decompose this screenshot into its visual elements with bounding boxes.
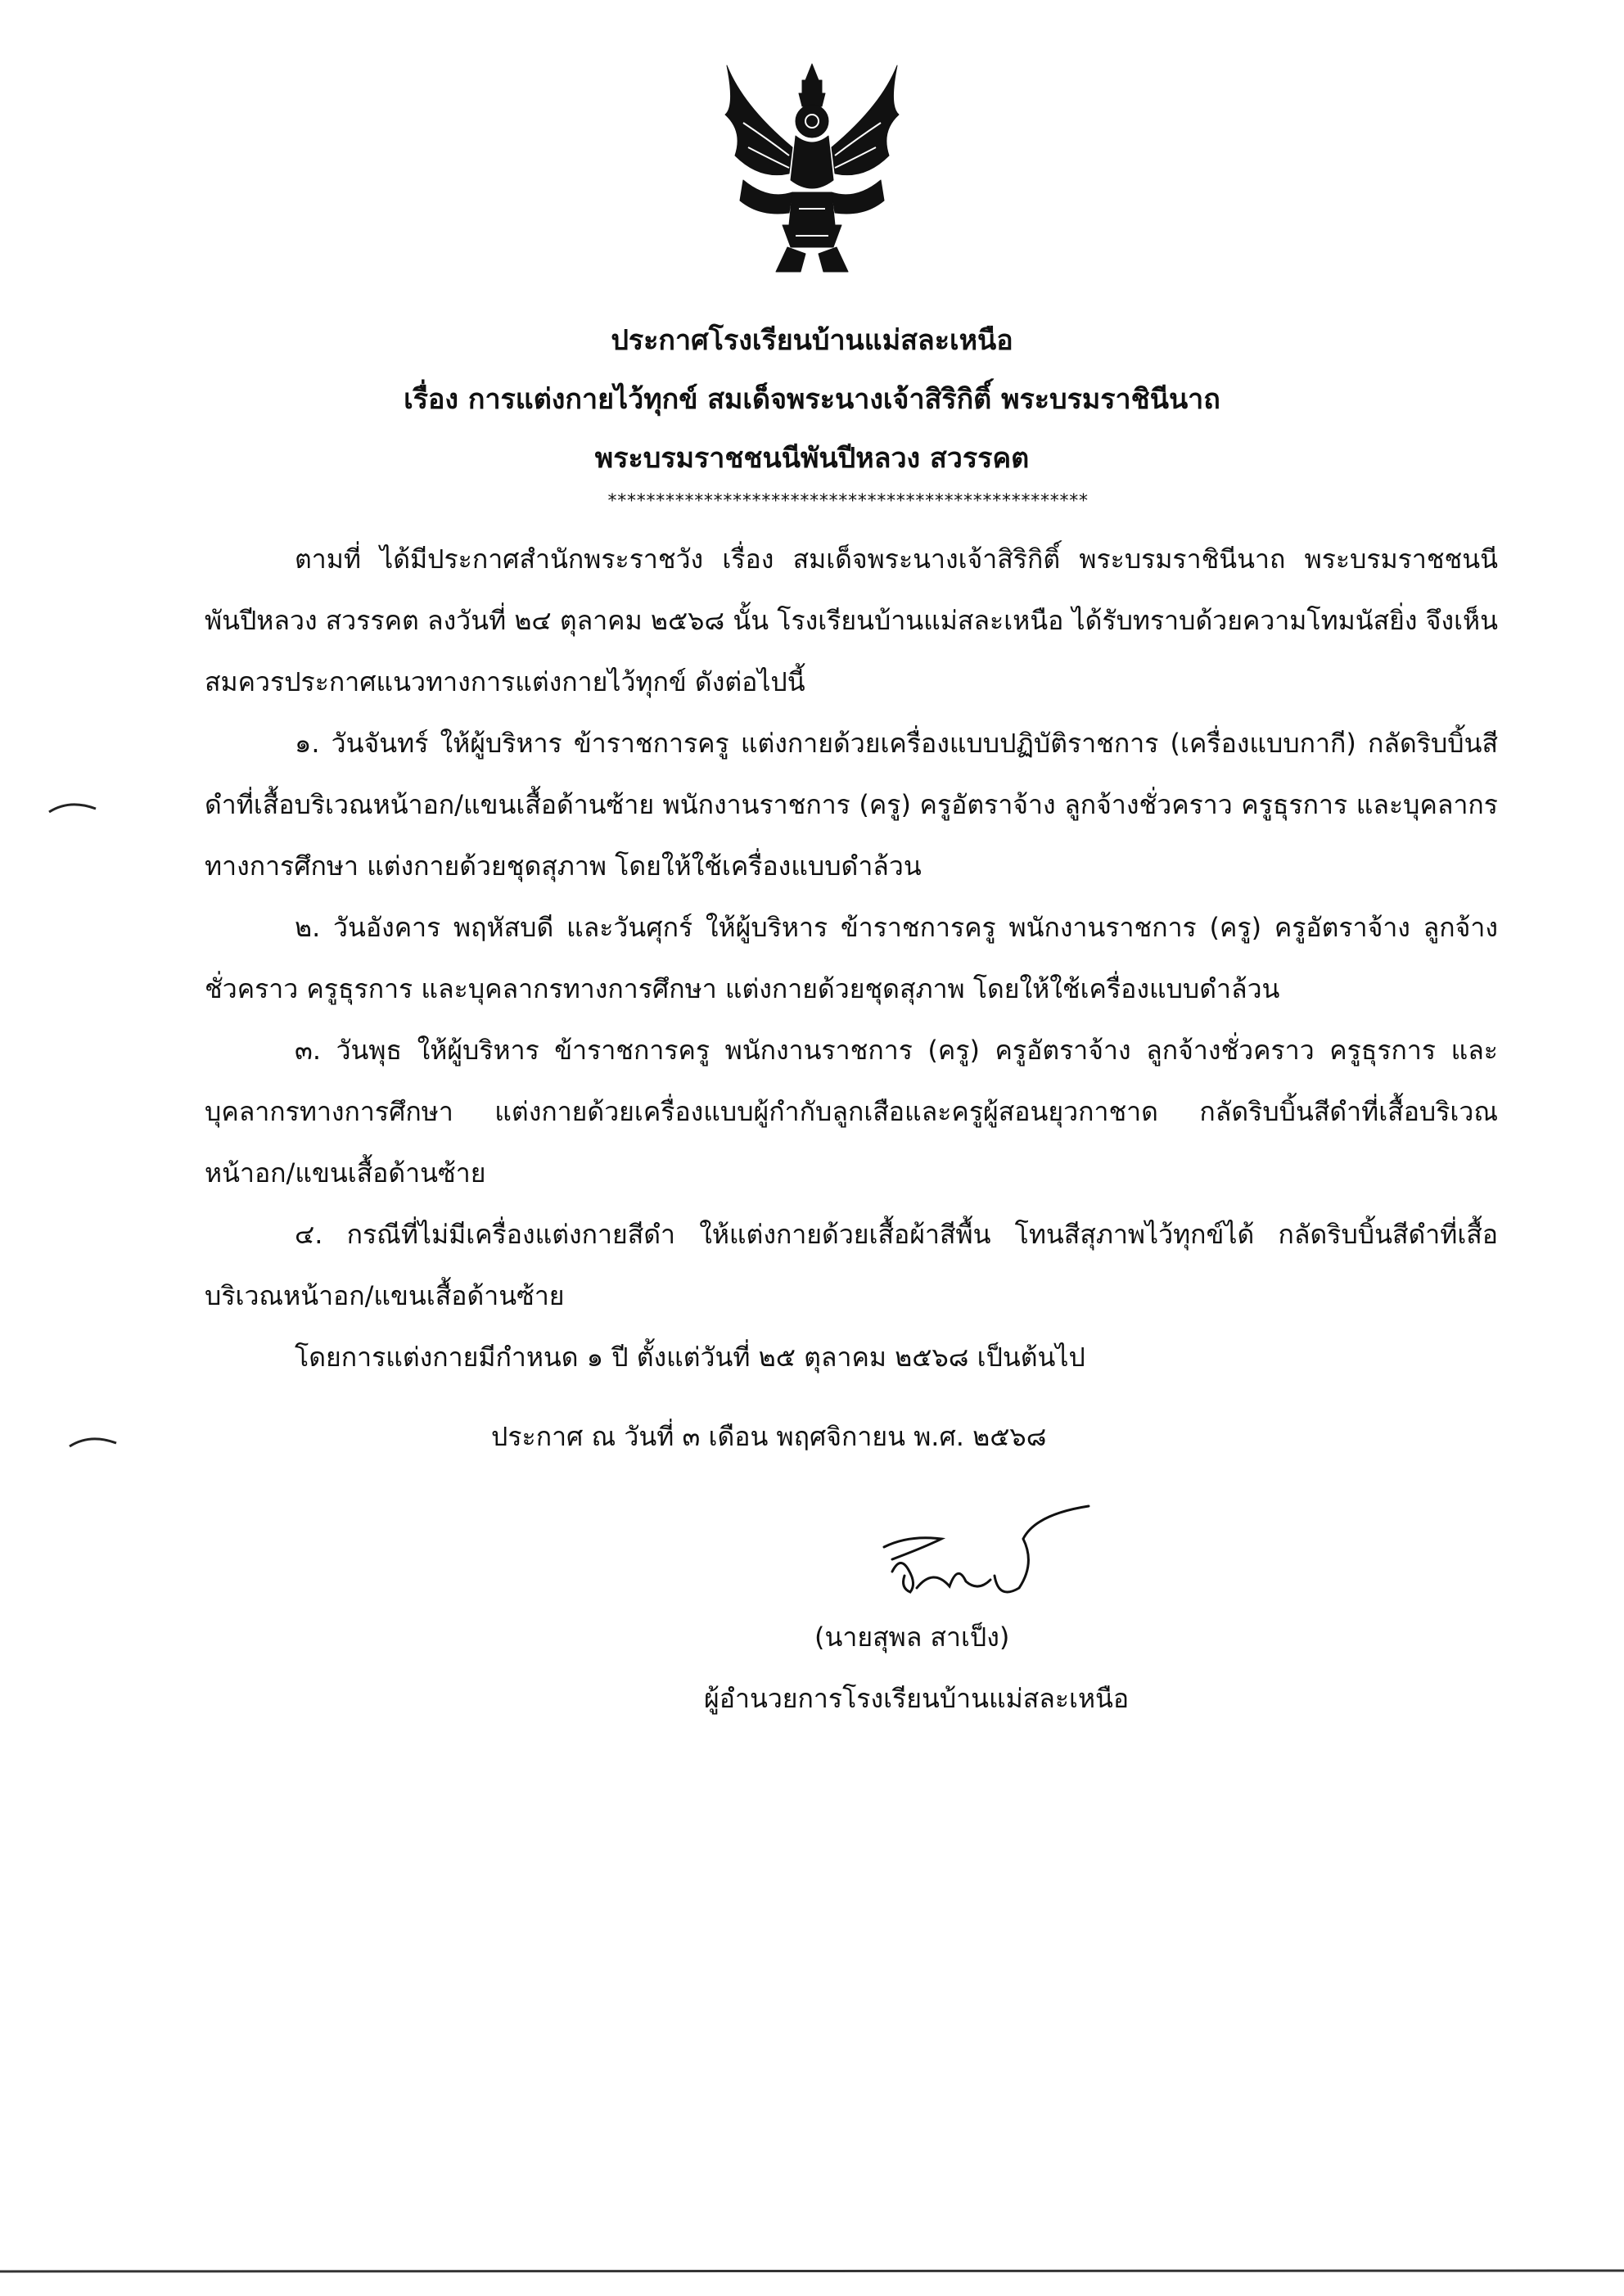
announcement-body	[205, 529, 1498, 1388]
scan-mark	[65, 1428, 123, 1453]
duration-paragraph: โดยการแต่งกายมีกำหนด ๑ ปี ตั้งแต่วันที่ ๒๕ ตุลาคม ๒๕๖๘ เป็นต้นไป	[295, 1342, 1085, 1373]
title-line-3: พระบรมราชชนนีพันปีหลวง สวรรคต	[594, 442, 1030, 475]
item-1-paragraph: ๑. วันจันทร์ ให้ผู้บริหาร ข้าราชการครู แต่งกายด้วยเครื่องแบบปฏิบัติราชการ (เครื่องแบบกากี) กลัดริบบิ้นสีดำที่เสื้อบริเวณหน้าอก/แขนเสื้อด้านซ้าย พนักงานราชการ (ครู) ครูอัตราจ้าง ลูกจ้างชั่วคราว ครูธุรการ และบุคลากรทางการศึกษา แต่งกายด้วยชุดสุภาพ โดยให้ใช้เครื่องแบบดำล้วน	[205, 728, 1498, 882]
title-line-1: ประกาศโรงเรียนบ้านแม่สละเหนือ	[611, 324, 1013, 357]
bottom-scan-border	[0, 2263, 1624, 2280]
scan-mark	[45, 794, 102, 819]
item-2-paragraph: ๒. วันอังคาร พฤหัสบดี และวันศุกร์ ให้ผู้บริหาร ข้าราชการครู พนักงานราชการ (ครู) ครูอัตราจ้าง ลูกจ้างชั่วคราว ครูธุรการ และบุคลากรทางการศึกษา แต่งกายด้วยชุดสุภาพ โดยให้ใช้เครื่องแบบดำล้วน	[205, 912, 1498, 1004]
intro-paragraph: ตามที่ ได้มีประกาศสำนักพระราชวัง เรื่อง สมเด็จพระนางเจ้าสิริกิติ์ พระบรมราชินีนาถ พระบรมราชชนนี พันปีหลวง สวรรคต ลงวันที่ ๒๔ ตุลาคม ๒๕๖๘ นั้น โรงเรียนบ้านแม่สละเหนือ ได้รับทราบด้วยความโทมนัสยิ่ง จึงเห็นสมควรประกาศแนวทางการแต่งกายไว้ทุกข์ ดังต่อไปนี้	[205, 544, 1498, 697]
handwritten-signature	[859, 1490, 1105, 1621]
announcement-date: ประกาศ ณ วันที่ ๓ เดือน พฤศจิกายน พ.ศ. ๒๕๖๘	[491, 1421, 1047, 1452]
garuda-emblem	[710, 57, 914, 286]
signer-name: (นายสุพล สาเป็ง)	[814, 1622, 1010, 1653]
announcement-title	[164, 311, 1460, 488]
item-3-paragraph: ๓. วันพุธ ให้ผู้บริหาร ข้าราชการครู พนักงานราชการ (ครู) ครูอัตราจ้าง ลูกจ้างชั่วคราว ครูธุรการ และบุคลากรทางการศึกษา แต่งกายด้วยเครื่องแบบผู้กำกับลูกเสือและครูผู้สอนยุวกาชาด กลัดริบบิ้นสีดำที่เสื้อบริเวณหน้าอก/แขนเสื้อด้านซ้าย	[205, 1035, 1498, 1189]
separator-line: **************************************************	[607, 491, 1088, 512]
signer-position: ผู้อำนวยการโรงเรียนบ้านแม่สละเหนือ	[704, 1683, 1130, 1714]
title-line-2: เรื่อง การแต่งกายไว้ทุกข์ สมเด็จพระนางเจ้าสิริกิติ์ พระบรมราชินีนาถ	[404, 383, 1220, 416]
item-4-paragraph: ๔. กรณีที่ไม่มีเครื่องแต่งกายสีดำ ให้แต่งกายด้วยเสื้อผ้าสีพื้น โทนสีสุภาพไว้ทุกข์ได้ กลัดริบบิ้นสีดำที่เสื้อบริเวณหน้าอก/แขนเสื้อด้านซ้าย	[205, 1219, 1498, 1311]
